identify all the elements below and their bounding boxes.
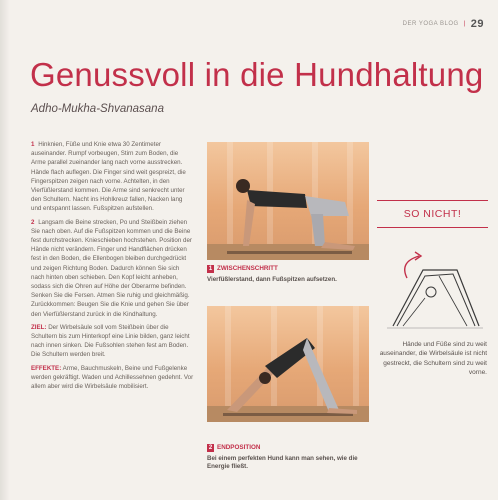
- instructions-column: [31, 140, 194, 395]
- effekte-paragraph: [31, 364, 194, 392]
- effekte-label: EFFEKTE:: [31, 364, 62, 372]
- step-2-text: Langsam die Beine strecken, Po und Steißbein ziehen Sie nach oben. Auf die Fußspitzen kommen und die Beine fest durchstrecken. Knieschieben hochstehen. Position der Hände nicht verändern. Finger und Handflächen drücken fest in den Boden, die Ellenbogen bleiben durchgedrückt und zeigen Richtung Boden. Dadurch können Sie sich nach hinten oben schieben. Den Kopf leicht anheben, sodass sich die Ohren auf Höhe der Oberarme befinden. Senken Sie die Fersen. Atmen Sie ruhig und gleichmäßig. Zurückkommen: Beugen Sie die Knie und gehen Sie über den Vierfüßlerstand zurück in die Kindhaltung.: [31, 218, 192, 318]
- ziel-label: ZIEL:: [31, 323, 47, 331]
- photo-1-caption: [207, 265, 372, 284]
- effekte-text: Arme, Bauchmuskeln, Beine und Fußgelenke werden gekräftigt. Waden und Achillessehnen gedehnt. Vor allem aber wird die Wirbelsäule mobilisiert.: [31, 364, 194, 391]
- step-2-paragraph: [31, 218, 194, 319]
- wrong-pose-illustration: [379, 248, 489, 332]
- sidebar-box: [377, 200, 488, 228]
- photo-end-position: [207, 306, 369, 422]
- sidebar-text: Hände und Füße sind zu weit auseinander, die Wirbelsäule ist nicht gestreckt, die Schultern sind zu weit vorne.: [379, 341, 487, 377]
- page-subtitle: Adho-Mukha-Shvanasana: [31, 103, 164, 115]
- photo-2-caption: [207, 444, 372, 472]
- step-2-number: 2: [31, 218, 35, 226]
- running-title: DER YOGA BLOG: [402, 21, 459, 27]
- ziel-text: Der Wirbelsäule soll vom Steißbein über die Schultern bis zum Hinterkopf eine Linie bilden, ganz leicht nach innen sinken. Die Fußsohlen stehen fest am Boden. Die Schultern werden breit.: [31, 323, 190, 359]
- step-1-text: Hinknien, Füße und Knie etwa 30 Zentimeter auseinander. Rumpf vorbeugen, Stirn zum Boden, die Arme parallel zueinander lang nach vorne ausstrecken. Hände flach auflegen. Die Finger sind weit gespreizt, die Fingerspitzen zeigen nach vorne. Achtelten, in den Vierfüßlerstand kommen. Die Arme sind senkrecht unter den Schultern. Nacht ins Hohlkreuz fallen, Nacken lang und entspannt lassen. Fußspitzen aufstellen.: [31, 141, 186, 213]
- photo-1-title: ZWISCHENSCHRITT: [217, 265, 278, 272]
- photo-intermediate-step: [207, 142, 369, 260]
- photo-2-caption-header: [207, 444, 372, 453]
- photo-2-title: ENDPOSITION: [217, 444, 261, 451]
- page-header: [403, 18, 484, 30]
- step-1-number: 1: [31, 141, 35, 148]
- figure-tabletop-pose: [207, 142, 369, 260]
- header-divider: |: [463, 21, 466, 27]
- page-number: 29: [470, 18, 484, 30]
- figure-downward-dog-pose: [207, 306, 369, 422]
- photo-1-caption-text: Vierfüßlerstand, dann Fußspitzen aufsetzen.: [207, 275, 337, 283]
- ziel-paragraph: [31, 323, 194, 360]
- sidebar-heading: SO NICHT!: [403, 208, 462, 220]
- photo-1-number-badge: 1: [208, 266, 213, 273]
- photo-2-caption-text: Bei einem perfekten Hund kann man sehen, wie die Energie fließt.: [207, 454, 358, 471]
- page-title: Genussvoll in die Hundhaltung: [30, 56, 484, 93]
- photo-2-number-badge: 2: [208, 445, 213, 452]
- step-1-paragraph: [31, 140, 194, 214]
- gutter-shadow: [0, 0, 10, 500]
- photo-1-caption-header: [207, 265, 372, 274]
- sidebar-bottom-rule: [377, 227, 488, 228]
